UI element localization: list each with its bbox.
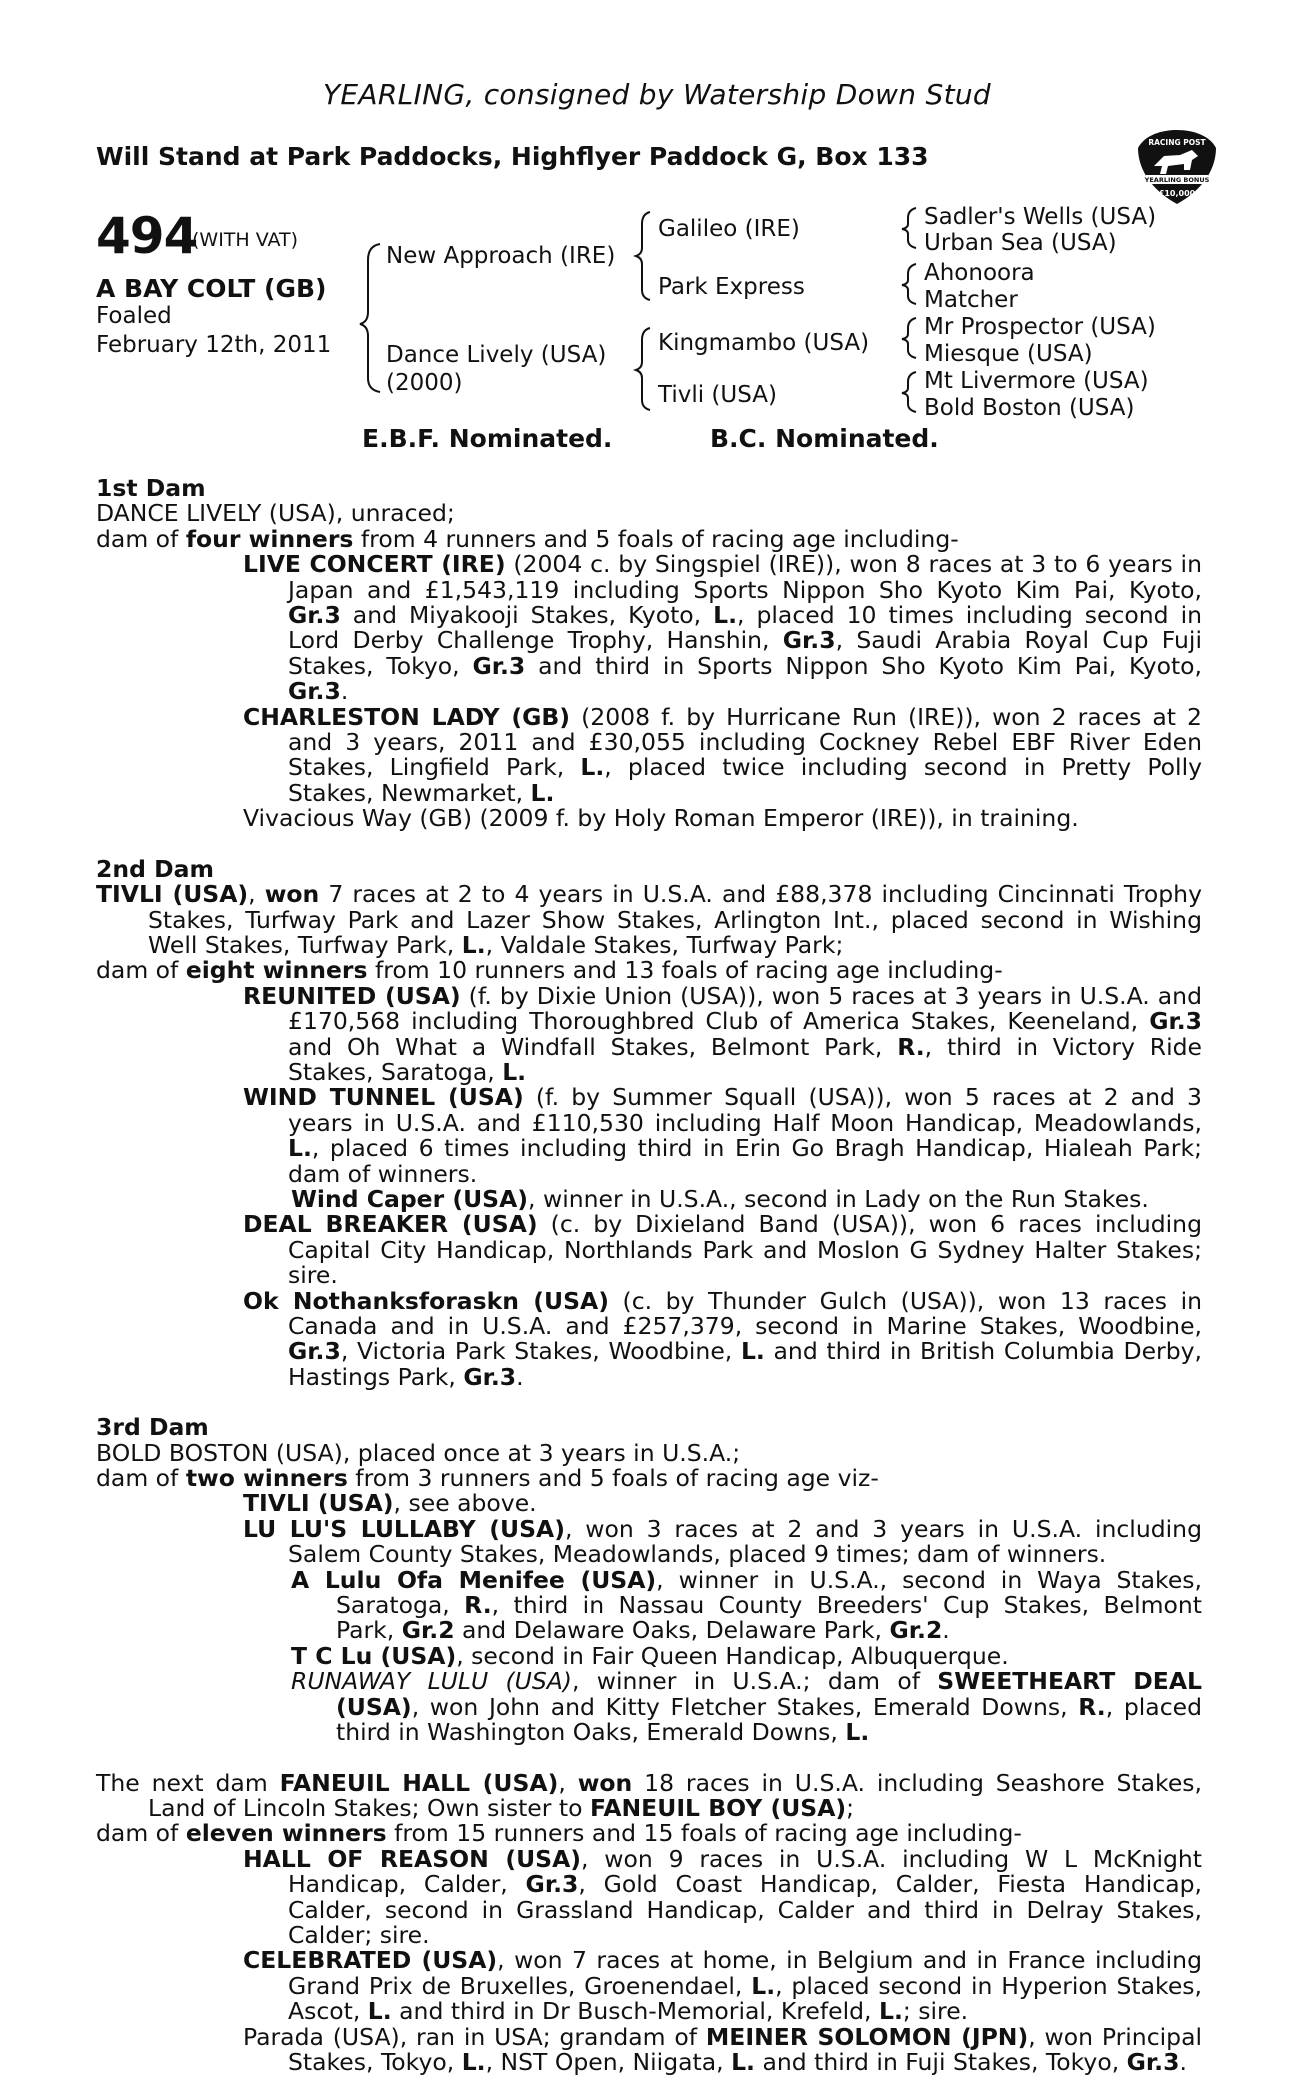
pedigree-sss: Sadler's Wells (USA) [924,204,1157,230]
second-dam-intro: TIVLI (USA), won 7 races at 2 to 4 years in U.S.A. and £88,378 including Cincinnati Trophy Stakes, Turfway Park and Lazer Show Stakes, Arlington Int., placed second in Wishing Well Stakes, Turfway Park, L., Valdale Stakes, Turfway Park; [96,880,1202,959]
third-dam-intro: BOLD BOSTON (USA), placed once at 3 years in U.S.A.; [96,1438,741,1467]
stand-location: Will Stand at Park Paddocks, Highflyer Paddock G, Box 133 [96,142,929,171]
pedigree-sdd: Matcher [924,287,1018,313]
second-dam-produce: dam of eight winners from 10 runners and 13 foals of racing age including- [96,956,1003,985]
third-dam-produce: dam of two winners from 3 runners and 5 foals of racing age viz- [96,1464,879,1493]
badge-line2: YEARLING BONUS [1144,176,1210,184]
progeny-reunited: REUNITED (USA) (f. by Dixie Union (USA)), won 5 races at 3 years in U.S.A. and £170,568 including Thoroughbred Club of America Stakes, Keeneland, Gr.3 and Oh What a Windfall Stakes, Belmont Park, R., third in Victory Ride Stakes, Saratoga, L. [243,981,1202,1086]
lot-description: A BAY COLT (GB) [96,274,327,303]
next-dam-produce: dam of eleven winners from 15 runners and 15 foals of racing age including- [96,1819,1022,1848]
third-dam-heading: 3rd Dam [96,1413,209,1442]
progeny-runaway-lulu: RUNAWAY LULU (USA), winner in U.S.A.; dam of SWEETHEART DEAL (USA), won John and Kitty Fletcher Stakes, Emerald Downs, R., placed third in Washington Oaks, Emerald Downs, L. [291,1667,1202,1747]
lot-number: 494 [96,207,198,265]
pedigree-sire-dam: Park Express [658,274,805,300]
pedigree-dsd: Miesque (USA) [924,341,1093,367]
pedigree-dam-year: (2000) [386,370,463,396]
pedigree-dam-sire: Kingmambo (USA) [658,330,870,356]
bc-nominated: B.C. Nominated. [710,424,939,453]
progeny-charleston-lady: CHARLESTON LADY (GB) (2008 f. by Hurricane Run (IRE)), won 2 races at 2 and 3 years, 2011 and £30,055 including Cockney Rebel EBF River Eden Stakes, Lingfield Park, L., placed twice including second in Pretty Polly Stakes, Newmarket, L. [243,702,1203,807]
ebf-nominated: E.B.F. Nominated. [362,424,613,453]
pedigree-sds: Ahonoora [924,260,1035,286]
pedigree-notes [96,476,1202,2075]
second-dam-heading: 2nd Dam [96,854,214,883]
first-dam-intro: DANCE LIVELY (USA), unraced; [96,499,455,528]
page-title: YEARLING, consigned by Watership Down Stud [323,78,991,111]
progeny-celebrated: CELEBRATED (USA), won 7 races at home, in Belgium and in France including Grand Prix de Bruxelles, Groenendael, L., placed second in Hyperion Stakes, Ascot, L. and third in Dr Busch-Memorial, Krefeld, L.; sire. [243,1946,1202,2026]
lot-vat: (WITH VAT) [192,229,299,251]
pedigree-ddd: Bold Boston (USA) [924,395,1135,421]
first-dam-produce: dam of four winners from 4 runners and 5 foals of racing age including- [96,524,959,553]
progeny-live-concert: LIVE CONCERT (IRE) (2004 c. by Singspiel (IRE)), won 8 races at 3 to 6 years in Japan and £1,543,119 including Sports Nippon Sho Kyoto Kim Pai, Kyoto, Gr.3 and Miyakooji Stakes, Kyoto, L., placed 10 times including second in Lord Derby Challenge Trophy, Hanshin, Gr.3, Saudi Arabia Royal Cup Fuji Stakes, Tokyo, Gr.3 and third in Sports Nippon Sho Kyoto Kim Pai, Kyoto, Gr.3. [243,550,1203,706]
foaled-label: Foaled [96,303,172,329]
pedigree-sire-sire: Galileo (IRE) [658,216,800,242]
badge-amount: £10,000 [1158,189,1196,198]
progeny-ok-nothanksforaskn: Ok Nothanksforaskn (USA) (c. by Thunder Gulch (USA)), won 13 races in Canada and in U.S.A. and £257,379, second in Marine Stakes, Woodbine, Gr.3, Victoria Park Stakes, Woodbine, L. and third in British Columbia Derby, Hastings Park, Gr.3. [243,1286,1202,1391]
progeny-vivacious-way: Vivacious Way (GB) (2009 f. by Holy Roman Emperor (IRE)), in training. [243,804,1079,833]
foaled-date: February 12th, 2011 [96,332,332,358]
pedigree-dam: Dance Lively (USA) [386,342,607,368]
progeny-wind-caper: Wind Caper (USA), winner in U.S.A., second in Lady on the Run Stakes. [291,1184,1149,1213]
pedigree-ssd: Urban Sea (USA) [924,230,1117,256]
progeny-a-lulu-ofa-menifee: A Lulu Ofa Menifee (USA), winner in U.S.A., second in Waya Stakes, Saratoga, R., third in Nassau County Breeders' Cup Stakes, Belmont Park, Gr.2 and Delaware Oaks, Delaware Park, Gr.2. [291,1565,1202,1645]
progeny-wind-tunnel: WIND TUNNEL (USA) (f. by Summer Squall (USA)), won 5 races at 2 and 3 years in U.S.A. and £110,530 including Half Moon Handicap, Meadowlands, L., placed 6 times including third in Erin Go Bragh Handicap, Hialeah Park; dam of winners. [243,1083,1202,1188]
first-dam-heading: 1st Dam [96,474,206,502]
pedigree-sire: New Approach (IRE) [386,243,616,269]
next-dam-intro: The next dam FANEUIL HALL (USA), won 18 races in U.S.A. including Seashore Stakes, Land of Lincoln Stakes; Own sister to FANEUIL BOY (USA); [96,1768,1202,1822]
pedigree-dss: Mr Prospector (USA) [924,314,1156,340]
badge-line1: RACING POST [1148,138,1206,147]
progeny-parada: Parada (USA), ran in USA; grandam of MEINER SOLOMON (JPN), won Principal Stakes, Tokyo, L., NST Open, Niigata, L. and third in Fuji Stakes, Tokyo, Gr.3. [243,2022,1202,2076]
progeny-tivli: TIVLI (USA), see above. [243,1489,537,1518]
pedigree-dam-dam: Tivli (USA) [658,382,777,408]
pedigree-dds: Mt Livermore (USA) [924,368,1149,394]
progeny-t-c-lu: T C Lu (USA), second in Fair Queen Handicap, Albuquerque. [291,1641,1009,1670]
progeny-lu-lus-lullaby: LU LU'S LULLABY (USA), won 3 races at 2 and 3 years in U.S.A. including Salem County Stakes, Meadowlands, placed 9 times; dam of winners. [243,1514,1202,1569]
progeny-hall-of-reason: HALL OF REASON (USA), won 9 races in U.S.A. including W L McKnight Handicap, Calder, Gr.3, Gold Coast Handicap, Calder, Fiesta Handicap, Calder, second in Grassland Handicap, Calder and third in Delray Stakes, Calder; sire. [243,1844,1202,1949]
progeny-deal-breaker: DEAL BREAKER (USA) (c. by Dixieland Band (USA)), won 6 races including Capital City Handicap, Northlands Park and Moslon G Sydney Halter Stakes; sire. [243,1210,1202,1290]
